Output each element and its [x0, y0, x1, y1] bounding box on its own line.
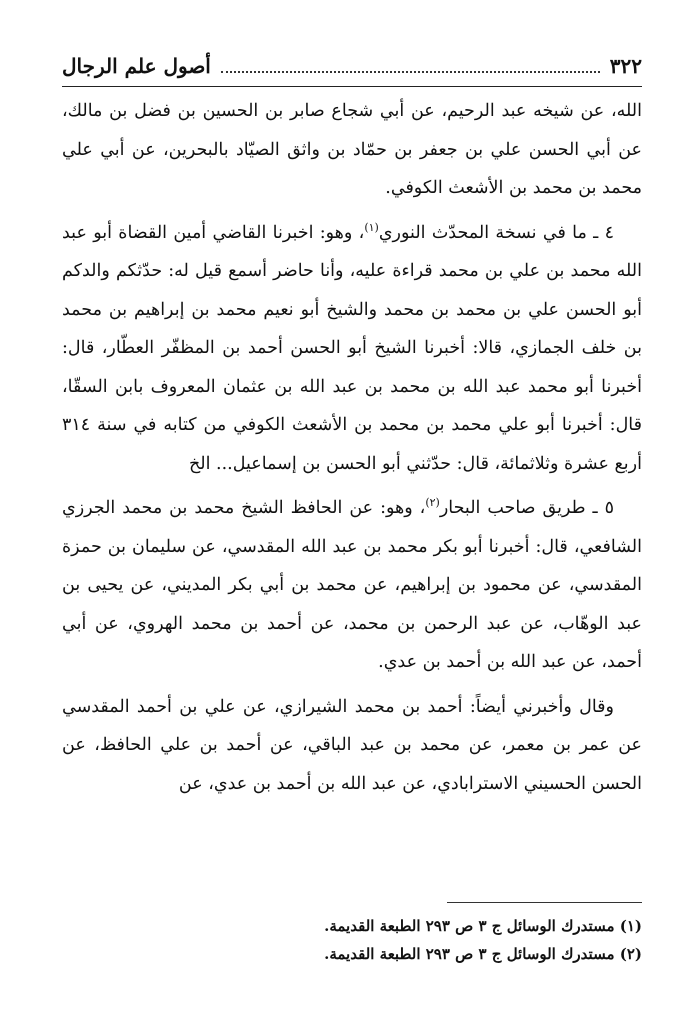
paragraph-2	[62, 214, 642, 484]
running-title: أصول علم الرجال	[62, 54, 211, 78]
footnote-1: (١) مستدرك الوسائل ج ٣ ص ٢٩٣ الطبعة القديمة.	[324, 917, 642, 935]
footnote-ref-2[interactable]: (٢)	[425, 496, 440, 510]
paragraph-3	[62, 489, 642, 682]
footnote-2: (٢) مستدرك الوسائل ج ٣ ص ٢٩٣ الطبعة القديمة.	[324, 945, 642, 963]
page-number: ٣٢٢	[609, 54, 642, 78]
paragraph-1: الله، عن شيخه عبد الرحيم، عن أبي شجاع صابر بن الحسين بن فضل بن مالك، عن أبي الحسن علي بن جعفر بن حمّاد بن واثق الصيّاد بالبحرين، عن أبي علي محمد بن محمد بن الأشعث الكوفي.	[62, 101, 642, 198]
dotted-leader	[221, 71, 600, 73]
paragraph-2-start: ٤ ـ ما في نسخة المحدّث النوري	[378, 222, 614, 243]
footnotes	[62, 912, 642, 968]
paragraph-2-rest: ، وهو: اخبرنا القاضي أمين القضاة أبو عبد الله محمد بن علي بن محمد قراءة عليه، وأنا حاضر أسمع قيل له: حدّثكم والدكم أبو الحسن علي بن محمد بن محمد والشيخ أبو نعيم محمد بن إبراهيم بن محمد بن خلف الجمازي، قالا: أخبرنا الشيخ أبو الحسن أحمد بن المظفّر العطّار، قال: أخبرنا أبو محمد عبد الله بن محمد بن عبد الله بن عثمان المعروف بابن السقّا، قال: أخبرنا أبو علي محمد بن محمد بن الأشعث الكوفي من كتابه في سنة ٣١٤ أربع عشرة وثلاثمائة، قال: حدّثني أبو الحسن بن إسماعيل... الخ	[62, 222, 642, 474]
footnote-ref-1[interactable]: (١)	[364, 220, 379, 234]
paragraph-3-rest: ، وهو: عن الحافظ الشيخ محمد بن محمد الجرزي الشافعي، قال: أخبرنا أبو بكر محمد بن عبد الله المقدسي، عن سليمان بن حمزة المقدسي، عن محمود بن إبراهيم، عن محمد بن أبي بكر المديني، عن يحيى بن عبد الوهّاب، عن عبد الرحمن بن محمد، عن أحمد بن محمد الهروي، عن أبي أحمد، عن عبد الله بن أحمد بن عدي.	[62, 498, 642, 672]
footnote-divider	[447, 902, 642, 903]
main-text	[62, 92, 642, 803]
paragraph-3-start: ٥ ـ طريق صاحب البحار	[439, 498, 614, 518]
paragraph-4: وقال وأخبرني أيضاً: أحمد بن محمد الشيرازي، عن علي بن أحمد المقدسي عن عمر بن معمر، عن محمد بن عبد الباقي، عن أحمد بن علي الحافظ، عن الحسن الحسيني الاسترابادي، عن عبد الله بن أحمد بن عدي، عن	[62, 696, 642, 794]
book-page	[62, 0, 642, 1017]
page-header	[62, 46, 642, 87]
